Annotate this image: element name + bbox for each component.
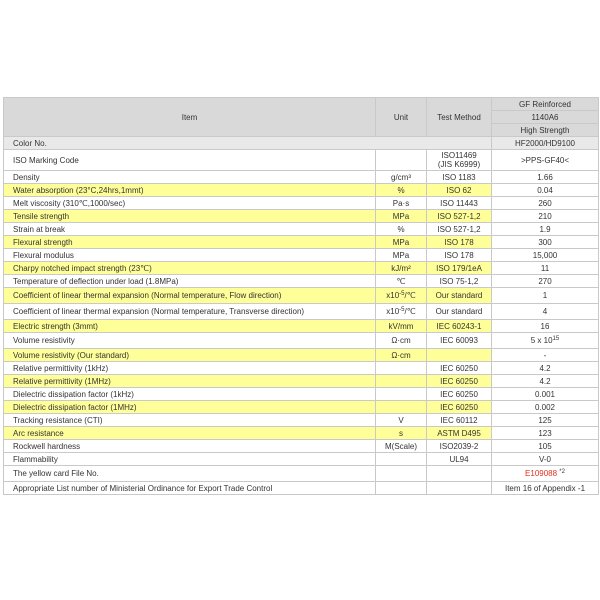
property-value: 260 <box>492 197 599 210</box>
property-value: 11 <box>492 262 599 275</box>
property-name: Arc resistance <box>4 427 376 440</box>
property-unit: ℃ <box>376 275 427 288</box>
yellow-card-note: *2 <box>559 469 565 475</box>
property-unit: V <box>376 414 427 427</box>
export-control-row <box>4 482 599 495</box>
property-value: 0.001 <box>492 388 599 401</box>
property-unit <box>376 453 427 466</box>
property-name: Rockwell hardness <box>4 440 376 453</box>
property-row <box>4 414 599 427</box>
header-test-method: Test Method <box>427 98 492 137</box>
property-test-method: Our standard <box>427 288 492 304</box>
property-test-method: ISO 178 <box>427 249 492 262</box>
color-value: HF2000/HD9100 <box>492 137 599 150</box>
property-value: 125 <box>492 414 599 427</box>
property-name: Melt viscosity (310℃,1000/sec) <box>4 197 376 210</box>
unit-exponent: -5 <box>399 291 405 297</box>
property-unit <box>376 288 427 304</box>
property-value: V-0 <box>492 453 599 466</box>
property-row <box>4 349 599 362</box>
property-name: Density <box>4 171 376 184</box>
property-value: 1.9 <box>492 223 599 236</box>
property-value: 270 <box>492 275 599 288</box>
value-exponent: 15 <box>552 336 560 342</box>
property-name: Volume resistivity (Our standard) <box>4 349 376 362</box>
property-unit: MPa <box>376 249 427 262</box>
property-unit: Ω·cm <box>376 333 427 349</box>
property-test-method: IEC 60250 <box>427 388 492 401</box>
property-test-method: ISO 527-1,2 <box>427 210 492 223</box>
export-control-value: Item 16 of Appendix -1 <box>492 482 599 495</box>
property-test-method: IEC 60250 <box>427 401 492 414</box>
iso-method-line-2: (JIS K6999) <box>437 160 481 169</box>
property-test-method <box>427 466 492 482</box>
property-name: Dielectric dissipation factor (1MHz) <box>4 401 376 414</box>
properties-table-body <box>4 98 599 495</box>
property-test-method: ISO 75-1,2 <box>427 275 492 288</box>
property-unit: MPa <box>376 236 427 249</box>
property-row <box>4 171 599 184</box>
property-value: 15,000 <box>492 249 599 262</box>
iso-marking-row <box>4 150 599 171</box>
property-unit: kJ/m² <box>376 262 427 275</box>
unit-tail: /℃ <box>404 307 416 316</box>
property-name: Dielectric dissipation factor (1kHz) <box>4 388 376 401</box>
yellow-card-file-number: E109088 <box>525 469 558 478</box>
property-name: Coefficient of linear thermal expansion (Normal temperature, Flow direction) <box>4 288 376 304</box>
property-name: Strain at break <box>4 223 376 236</box>
header-unit: Unit <box>376 98 427 137</box>
property-value: 0.002 <box>492 401 599 414</box>
property-row <box>4 262 599 275</box>
property-value: 16 <box>492 320 599 333</box>
property-name: Temperature of deflection under load (1.8MPa) <box>4 275 376 288</box>
iso-marking-label: ISO Marking Code <box>4 150 376 171</box>
property-row <box>4 304 599 320</box>
property-row <box>4 249 599 262</box>
unit-tail: /℃ <box>404 291 416 300</box>
property-name: Flexural strength <box>4 236 376 249</box>
property-test-method: ISO 11443 <box>427 197 492 210</box>
yellow-card-label: The yellow card File No. <box>4 466 376 482</box>
properties-table <box>3 97 599 495</box>
iso-marking-value: >PPS-GF40< <box>492 150 599 171</box>
property-unit: % <box>376 184 427 197</box>
property-unit <box>376 362 427 375</box>
property-test-method: ASTM D495 <box>427 427 492 440</box>
property-value: 4.2 <box>492 375 599 388</box>
unit-base: x10 <box>386 307 400 316</box>
iso-marking-unit <box>376 150 427 171</box>
property-row <box>4 440 599 453</box>
property-row <box>4 320 599 333</box>
iso-method-line-1: ISO11469 <box>441 151 477 160</box>
property-unit: % <box>376 223 427 236</box>
property-row <box>4 427 599 440</box>
property-row <box>4 401 599 414</box>
property-test-method: UL94 <box>427 453 492 466</box>
property-value: 4 <box>492 304 599 320</box>
property-test-method <box>427 349 492 362</box>
property-unit <box>376 304 427 320</box>
yellow-card-value <box>492 466 599 482</box>
color-label: Color No. <box>4 137 492 150</box>
property-value: 105 <box>492 440 599 453</box>
property-value <box>492 333 599 349</box>
property-unit: MPa <box>376 210 427 223</box>
property-test-method: ISO 178 <box>427 236 492 249</box>
property-row <box>4 388 599 401</box>
header-item: Item <box>4 98 376 137</box>
property-name: Coefficient of linear thermal expansion (Normal temperature, Transverse direction) <box>4 304 376 320</box>
property-test-method: IEC 60093 <box>427 333 492 349</box>
property-value: 0.04 <box>492 184 599 197</box>
property-name: Flammability <box>4 453 376 466</box>
property-name: Water absorption (23°C,24hrs,1mmt) <box>4 184 376 197</box>
property-unit: Pa·s <box>376 197 427 210</box>
property-unit: kV/mm <box>376 320 427 333</box>
property-unit <box>376 401 427 414</box>
property-unit <box>376 375 427 388</box>
property-value: 210 <box>492 210 599 223</box>
property-test-method: IEC 60112 <box>427 414 492 427</box>
property-test-method: IEC 60243-1 <box>427 320 492 333</box>
property-row <box>4 453 599 466</box>
property-row <box>4 288 599 304</box>
property-row <box>4 275 599 288</box>
property-test-method <box>427 482 492 495</box>
property-test-method: Our standard <box>427 304 492 320</box>
property-row <box>4 333 599 349</box>
property-name: Volume resistivity <box>4 333 376 349</box>
property-name: Flexural modulus <box>4 249 376 262</box>
yellow-card-row <box>4 466 599 482</box>
property-row <box>4 236 599 249</box>
property-value: 300 <box>492 236 599 249</box>
value-base: 5 x 10 <box>530 336 553 345</box>
iso-marking-method <box>427 150 492 171</box>
property-name: Charpy notched impact strength (23℃) <box>4 262 376 275</box>
property-row <box>4 223 599 236</box>
property-value: - <box>492 349 599 362</box>
property-unit: Ω·cm <box>376 349 427 362</box>
property-test-method: IEC 60250 <box>427 362 492 375</box>
property-test-method: ISO2039-2 <box>427 440 492 453</box>
property-unit: s <box>376 427 427 440</box>
property-row <box>4 362 599 375</box>
property-row <box>4 210 599 223</box>
property-name: Electric strength (3mmt) <box>4 320 376 333</box>
property-test-method: IEC 60250 <box>427 375 492 388</box>
property-name: Tensile strength <box>4 210 376 223</box>
property-name: Relative permittivity (1MHz) <box>4 375 376 388</box>
property-test-method: ISO 62 <box>427 184 492 197</box>
property-value: 1.66 <box>492 171 599 184</box>
property-row <box>4 375 599 388</box>
property-value: 123 <box>492 427 599 440</box>
property-value: 1 <box>492 288 599 304</box>
property-unit <box>376 482 427 495</box>
header-row <box>4 98 599 111</box>
property-test-method: ISO 1183 <box>427 171 492 184</box>
property-name: Tracking resistance (CTI) <box>4 414 376 427</box>
property-test-method: ISO 179/1eA <box>427 262 492 275</box>
unit-base: x10 <box>386 291 400 300</box>
property-unit <box>376 388 427 401</box>
property-unit <box>376 466 427 482</box>
property-unit: g/cm³ <box>376 171 427 184</box>
header-grade-line-1: GF Reinforced <box>492 98 599 111</box>
export-control-label: Appropriate List number of Ministerial Ordinance for Export Trade Control <box>4 482 376 495</box>
property-row <box>4 184 599 197</box>
property-name: Relative permittivity (1kHz) <box>4 362 376 375</box>
color-row <box>4 137 599 150</box>
property-unit: M(Scale) <box>376 440 427 453</box>
properties-sheet <box>3 97 598 495</box>
unit-exponent: -5 <box>399 307 405 313</box>
property-test-method: ISO 527-1,2 <box>427 223 492 236</box>
header-grade-line-2: 1140A6 <box>492 111 599 124</box>
property-value: 4.2 <box>492 362 599 375</box>
header-grade-line-3: High Strength <box>492 124 599 137</box>
property-row <box>4 197 599 210</box>
